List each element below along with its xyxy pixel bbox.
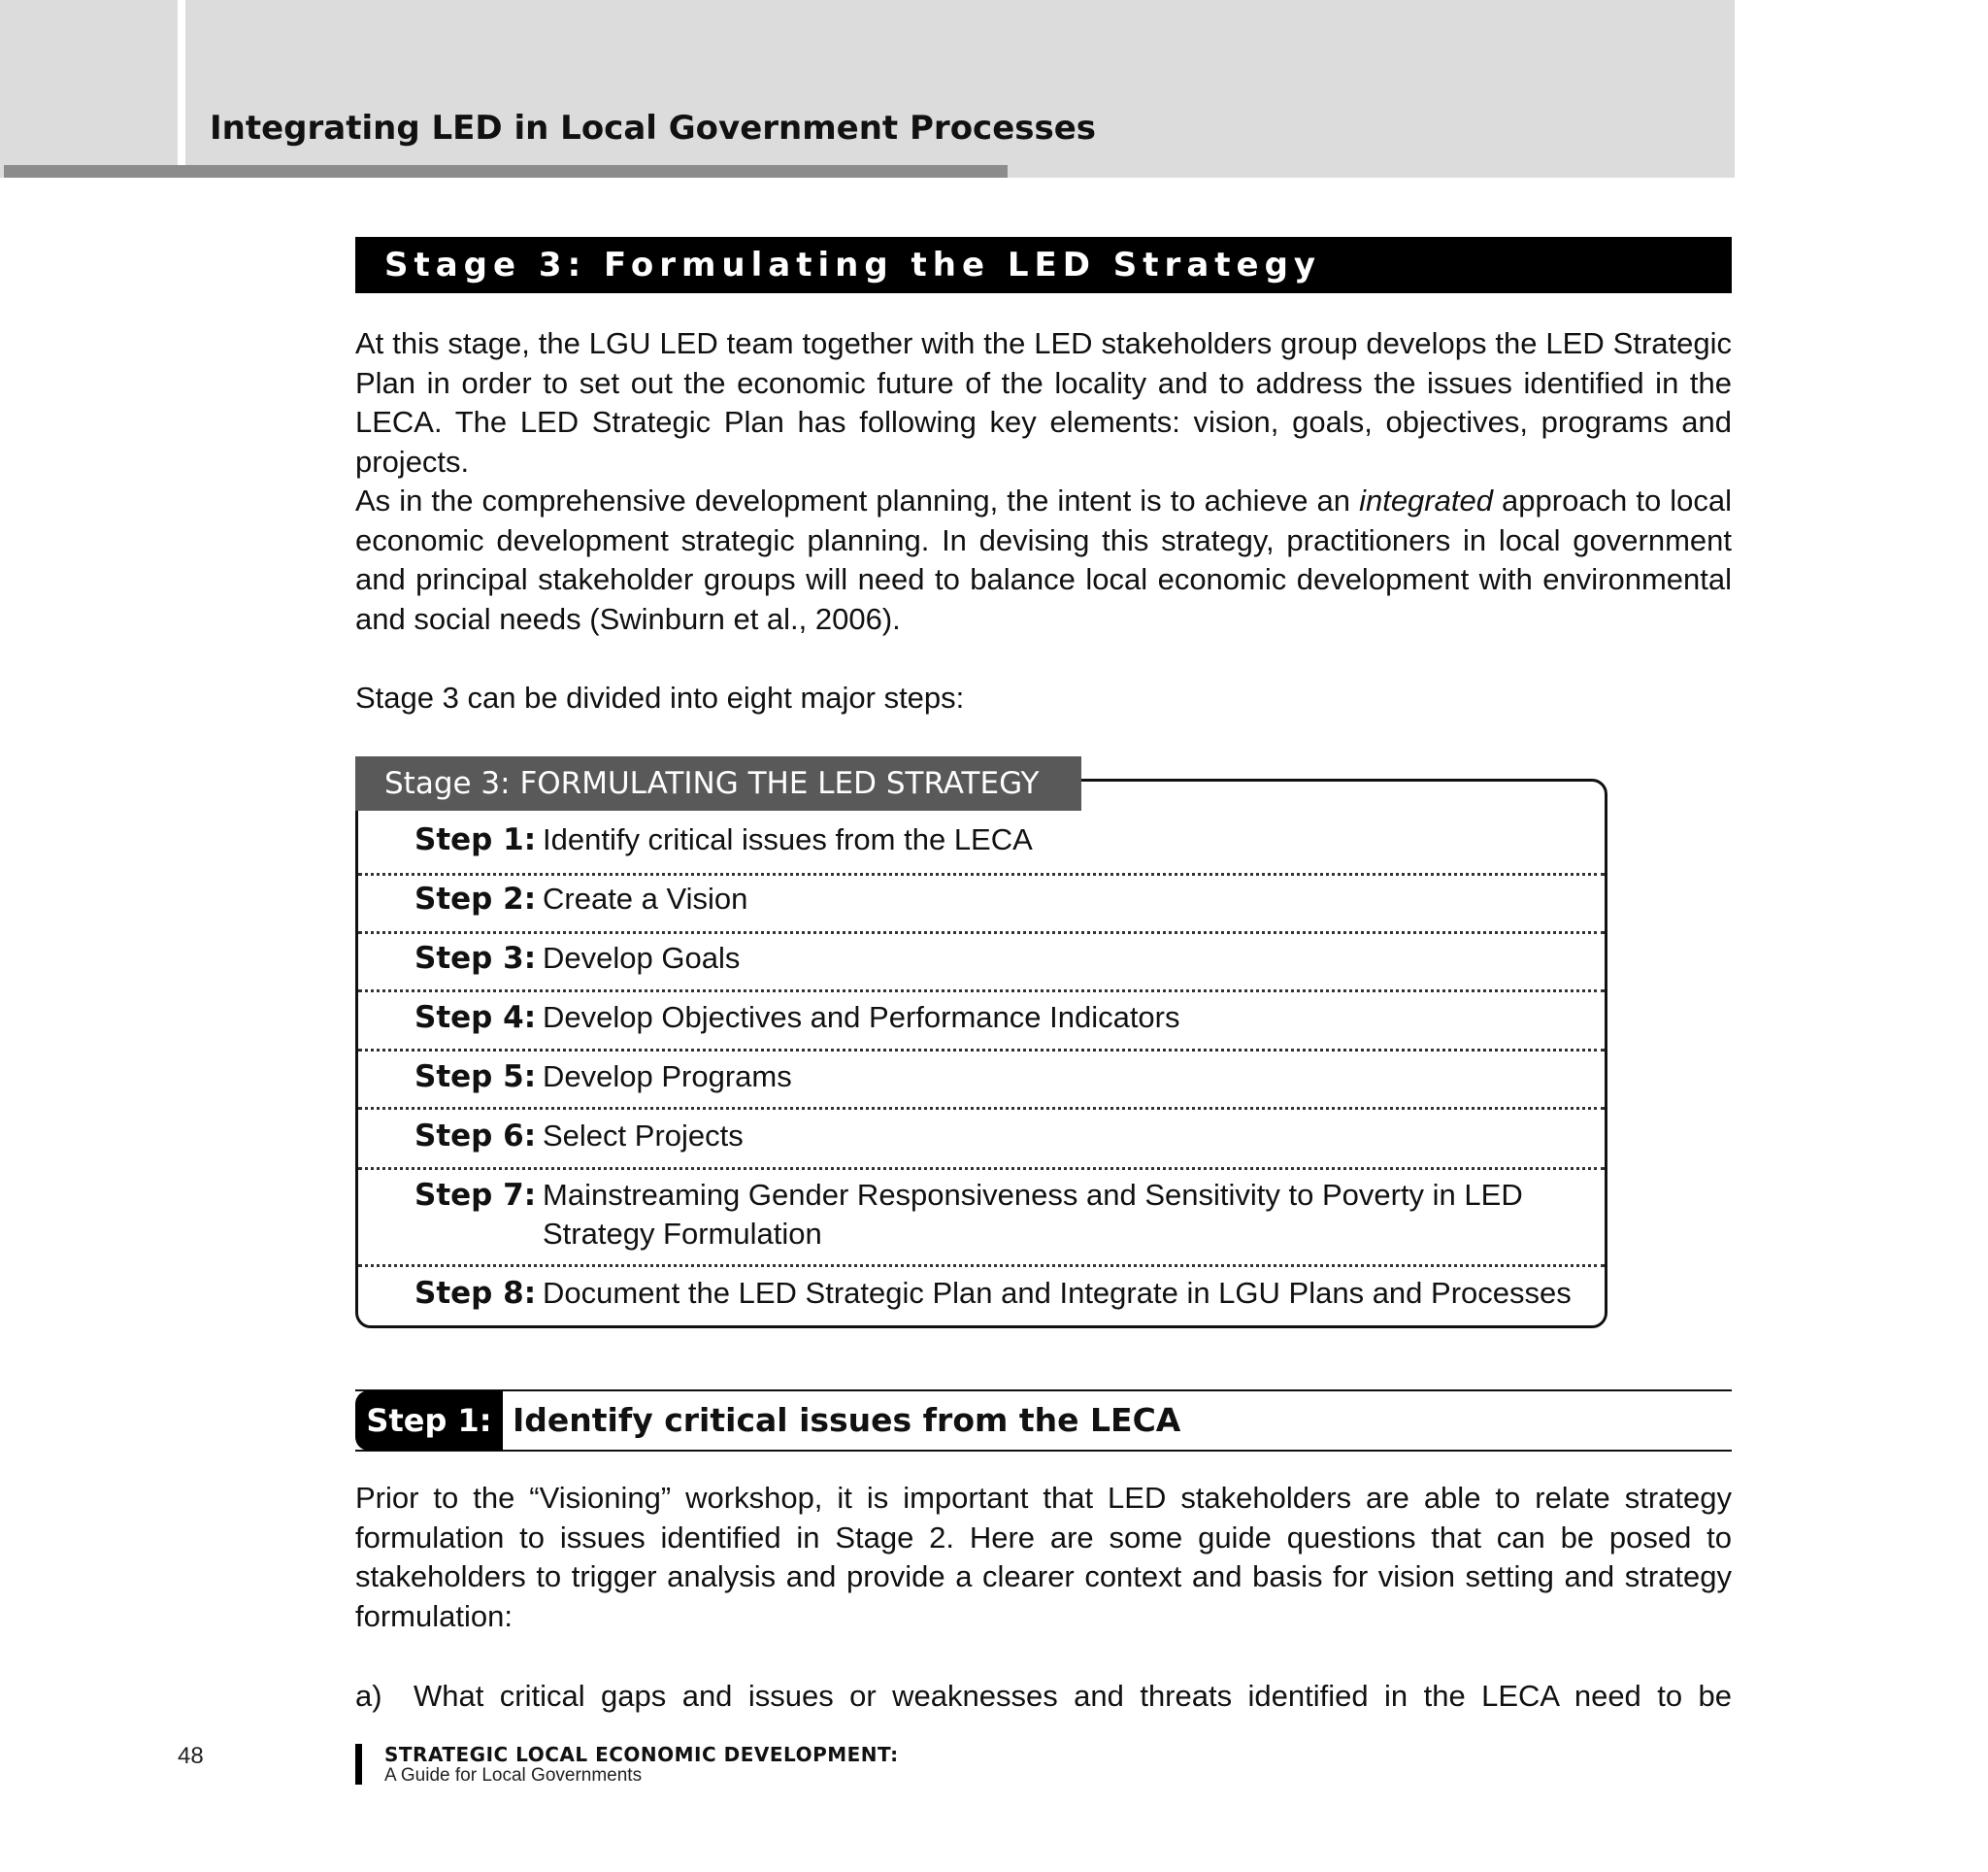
step-text: Select Projects — [543, 1119, 744, 1153]
list-item-marker: a) — [355, 1679, 382, 1713]
step-text: Develop Goals — [543, 941, 741, 975]
step-label: Step 5: — [414, 1059, 537, 1094]
step1-paragraph: Prior to the “Visioning” workshop, it is important that LED stakeholders are able to relate strategy formulation to issues identified in Stage 2. Here are some guide questions that can be posed to stakeholders to trigger analysis and provide a clearer context and basis for vision setting and strategy formulation: — [355, 1481, 1732, 1633]
header-band — [0, 0, 1735, 178]
footer-subtitle: A Guide for Local Governments — [384, 1765, 643, 1786]
step-label: Step 4: — [414, 1000, 537, 1035]
step-text: Mainstreaming Gender Responsiveness and Sensitivity to Poverty in LED Strategy Formulation — [543, 1178, 1523, 1251]
header-rule — [4, 165, 1008, 178]
step-label: Step 2: — [414, 882, 537, 917]
footer-title: STRATEGIC LOCAL ECONOMIC DEVELOPMENT: — [384, 1743, 899, 1766]
dotted-divider — [358, 1049, 1605, 1052]
paragraph-integrated — [355, 482, 1732, 639]
list-item-text: What critical gaps and issues or weaknesses and threats identified in the LECA need to be — [414, 1679, 1732, 1713]
paragraph-intro: At this stage, the LGU LED team together with the LED stakeholders group develops the LED Strategic Plan in order to set out the economic future of the locality and to address the issues identified in the LECA. The LED Strategic Plan has following key elements: vision, goals, objectives, programs and projects. — [355, 326, 1732, 479]
step-text: Document the LED Strategic Plan and Integrate in LGU Plans and Processes — [543, 1276, 1572, 1310]
step-label: Step 6: — [414, 1119, 537, 1153]
footer-bar — [355, 1744, 362, 1785]
step1-heading: Identify critical issues from the LECA — [513, 1401, 1181, 1439]
step-label: Step 8: — [414, 1276, 537, 1311]
running-header-title: Integrating LED in Local Government Processes — [210, 109, 1097, 148]
paragraph-steps-intro: Stage 3 can be divided into eight major steps: — [355, 681, 965, 715]
paragraph-integrated-part2: approach to local economic development strategic planning. In devising this strategy, practitioners in local government and principal stakeholder groups will need to balance local economic development with environmental and social needs (Swinburn et al., 2006). — [355, 484, 1732, 636]
dotted-divider — [358, 1167, 1605, 1170]
step-text: Develop Objectives and Performance Indicators — [543, 1000, 1180, 1034]
step1-badge: Step 1: — [355, 1390, 503, 1451]
dotted-divider — [358, 931, 1605, 934]
step-text: Identify critical issues from the LECA — [543, 822, 1033, 856]
step-text: Develop Programs — [543, 1059, 792, 1093]
dotted-divider — [358, 989, 1605, 992]
paragraph-integrated-part1: As in the comprehensive development planning, the intent is to achieve an — [355, 484, 1360, 518]
dotted-divider — [358, 1264, 1605, 1267]
page-number: 48 — [178, 1743, 204, 1769]
step-label: Step 3: — [414, 941, 537, 976]
step-text: Create a Vision — [543, 882, 748, 916]
dotted-divider — [358, 873, 1605, 876]
paragraph-integrated-emphasis: integrated — [1359, 484, 1493, 518]
stage-banner: Stage 3: Formulating the LED Strategy — [355, 237, 1732, 293]
header-divider — [178, 0, 185, 165]
step-label: Step 7: — [414, 1178, 537, 1213]
dotted-divider — [358, 1107, 1605, 1110]
steps-box-tab: Stage 3: FORMULATING THE LED STRATEGY — [355, 756, 1081, 811]
step-label: Step 1: — [414, 822, 537, 857]
